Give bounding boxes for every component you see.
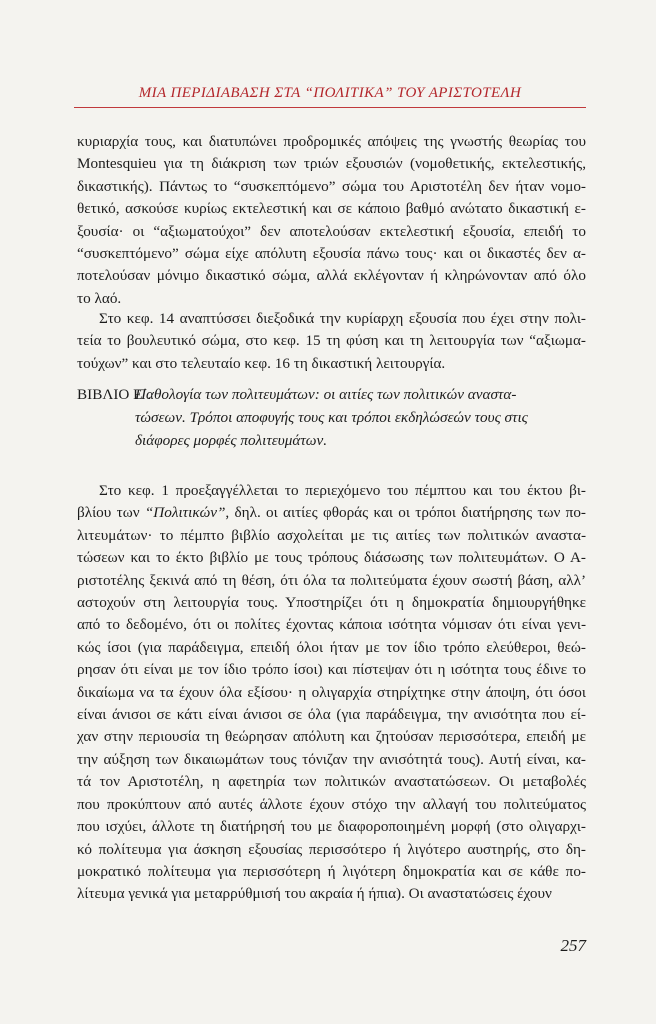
text-line: από το δεδομένο, ότι οι πολίτες έχοντας κάποια ισότητα νόμισαν ότι είναι γενι- <box>77 616 586 634</box>
paragraph-3 <box>77 480 586 906</box>
text-line: “συσκεπτόμενο” σώμα είχε απόλυτη εξουσία πάνω τους· και οι δικαστές δεν α- <box>77 245 586 263</box>
header-rule <box>74 107 586 108</box>
paragraph-2 <box>77 308 586 375</box>
text-line: δικαίωμα να τα έχουν όλα εξίσου· η ολιγαρχία στηρίχτηκε στην άποψη, ότι όσοι <box>77 683 586 701</box>
text-line: Στο κεφ. 1 προεξαγγέλλεται το περιεχόμενο του πέμπτου και του έκτου βι- <box>99 482 586 499</box>
text-line: είναι άνισοι σε κάτι είναι άνισοι σε όλα (για παράδειγμα, την ανισότητα που εί- <box>77 706 586 724</box>
text-line: Montesquieu για τη διάκριση των τριών εξουσιών (νομοθετικής, εκτελεστικής, <box>77 155 586 173</box>
text-line: λίτευμα γενικά για μεταρρύθμισή του ακραία ή ήπια). Οι αναστατώσεις έχουν <box>77 885 552 903</box>
section-label: ΒΙΒΛΙΟ Ε΄. <box>77 386 152 403</box>
text-line: ρησαν ότι είναι με τον ίδιο τρόπο ίσοι) και πίστεψαν ότι η ισότητα τους έδινε το <box>77 661 586 679</box>
text-line: το λαό. <box>77 289 122 307</box>
text-line: τούχων” και στο τελευταίο κεφ. 16 τη δικαστική λειτουργία. <box>77 354 446 372</box>
text-line: Στο κεφ. 14 αναπτύσσει διεξοδικά την κυρίαρχη εξουσία που έχει στην πολι- <box>99 310 586 327</box>
text-line: κυριαρχία τους, και διατυπώνει προδρομικές απόψεις της γνωστής θεωρίας του <box>77 133 586 150</box>
text-line: τώσεων και το έκτο βιβλίο με τους τρόπους διάσωσης των πολιτευμάτων. Ο Α- <box>77 549 586 567</box>
text-line: που ισχύει, άλλοτε τη διατήρησή του με διαφοροποιημένη μορφή (στο ολιγαρχι- <box>77 818 586 836</box>
paragraph-1 <box>77 131 586 310</box>
text-line: τώσεων. Τρόποι αποφυγής τους και τρόποι εκδηλώσεών τους στις <box>135 409 528 426</box>
text-line: μοκρατικό πολίτευμα για περισσότερη ή λιγότερη δημοκρατία και σε κάθε πο- <box>77 862 586 880</box>
book-title: “Πολιτικών” <box>144 504 226 522</box>
text-line: Παθολογία των πολιτευμάτων: οι αιτίες των πολιτικών αναστα- <box>135 386 517 403</box>
text-line: την αύξηση των δικαιωμάτων τους τόνιζαν την ανισότητά τους). Αυτή είναι, κα- <box>77 750 586 768</box>
text-line: κώς ίσοι (για παράδειγμα, επειδή όλοι ήταν με τον ίδιο τρόπο ελεύθεροι, θεώ- <box>77 638 586 656</box>
text-line: βλίου των “Πολιτικών”, δηλ. οι αιτίες φθοράς και οι τρόποι διατήρησης των πο- <box>77 504 586 522</box>
page-number: 257 <box>560 936 586 955</box>
text-line: χαν στην περιουσία τη θεώρησαν απόλυτη και ζητούσαν περισσότερα, επειδή με <box>77 728 586 746</box>
running-head: ΜΙΑ ΠΕΡΙΔΙΑΒΑΣΗ ΣΤΑ “ΠΟΛΙΤΙΚΑ” ΤΟΥ ΑΡΙΣΤΟΤΕΛΗ <box>138 85 522 101</box>
section-title <box>135 383 586 452</box>
text-line: ποτελούσαν μόνιμο δικαστικό σώμα, αλλά εκλέγονταν ή κληρώνονταν από όλο <box>77 267 586 285</box>
text-line: διάφορες μορφές πολιτευμάτων. <box>135 432 328 449</box>
text-line: ξουσία· οι “αξιωματούχοι” δεν αποτελούσαν εκτελεστική εξουσία, επειδή το <box>77 222 586 240</box>
text-line: κό πολίτευμα για άσκηση εξουσίας περισσότερο ή λιγότερο αυστηρής, στο δη- <box>77 840 586 858</box>
text-line: τεία το βουλευτικό σώμα, στο κεφ. 15 τη φύση και τη λειτουργία των “αξιωμα- <box>77 332 586 350</box>
text-line: που προκύπτουν από αυτές άλλοτε έχουν στόχο την αλλαγή του πολιτεύματος <box>77 795 586 813</box>
text-line: αστοχούν στη λειτουργία τους. Υποστηρίζει ότι η δημοκρατία δημιουργήθηκε <box>77 594 586 612</box>
text-line: θετικό, ασκούσε κυρίως εκτελεστική και σε κάποιο βαθμό ανώτατο δικαστική ε- <box>77 200 586 218</box>
text-line: λιτευμάτων· το πέμπτο βιβλίο ασχολείται με τις αιτίες των πολιτικών αναστα- <box>77 526 586 544</box>
text-line: τά τον Αριστοτέλη, η αφετηρία των πολιτικών αναστατώσεων. Οι μεταβολές <box>77 773 586 791</box>
text-line: δικαστικής). Πάντως το “συσκεπτόμενο” σώμα του Αριστοτέλη δεν ήταν νομο- <box>77 177 586 195</box>
text-line: ριστοτέλης ξεκινά από τη θέση, ότι όλα τα πολιτεύματα έχουν σωστή βάση, αλλ’ <box>77 571 586 589</box>
